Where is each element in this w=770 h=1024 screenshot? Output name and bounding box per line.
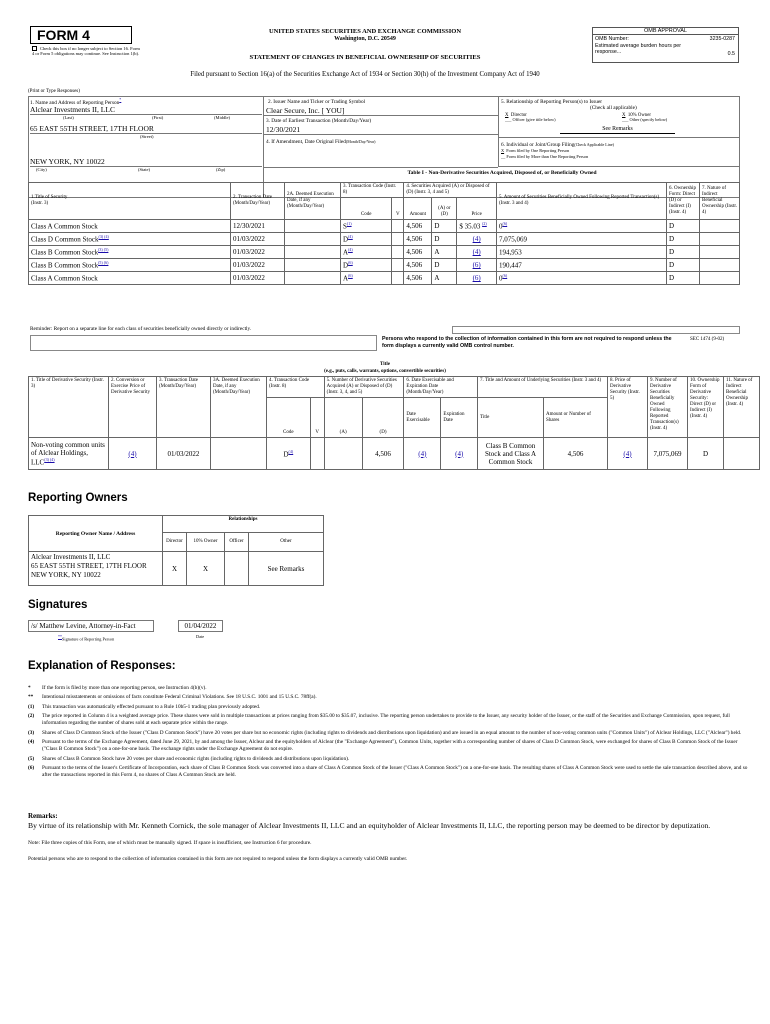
- t1-ad: D: [432, 259, 457, 272]
- explanation-text: Shares of Class B Common Stock have 20 votes per share and economic rights (including rights to dividends and distributions upon liquidation).: [42, 755, 350, 762]
- t1-amount: 4,506: [404, 246, 432, 259]
- t1-h-code: 3. Transaction Code (Instr. 8): [341, 183, 404, 198]
- owners-col-officer: Officer: [225, 532, 249, 551]
- print-note: (Print or Type Responses): [28, 89, 80, 94]
- reporter-name: Alclear Investments II, LLC: [30, 105, 115, 114]
- signature-label: **Signature of Reporting Person: [58, 634, 115, 642]
- check-all: (Check all applicable): [590, 105, 637, 111]
- city-labels: (City) (State) (Zip): [30, 166, 262, 167]
- t1-owned: 7,075,069: [497, 233, 667, 246]
- t1-owned: 0$^{(6)}$: [497, 220, 667, 233]
- t2-h-a: (A): [324, 398, 362, 438]
- owners-table: [28, 515, 324, 586]
- t1-price[interactable]: (6): [457, 272, 497, 285]
- t2-row-conv[interactable]: (4): [109, 438, 157, 470]
- t2-row-form: D: [688, 438, 724, 470]
- t1-ad: A: [432, 272, 457, 285]
- owner-name-address: Alclear Investments II, LLC 65 EAST 55TH STREET, 17TH FLOOR NEW YORK, NY 10022: [29, 552, 163, 586]
- ten-percent-checkbox[interactable]: X 10% Owner: [622, 113, 651, 118]
- explanation-list: [28, 685, 748, 781]
- form-title-box: [30, 26, 132, 44]
- t1-v: [392, 246, 404, 259]
- reporter-city: NEW YORK, NY 10022: [30, 157, 105, 166]
- t1-date: 12/30/2021: [231, 220, 285, 233]
- t1-h-v: V: [392, 198, 404, 220]
- signatures-heading: Signatures: [28, 599, 88, 611]
- t2-h-under-title: Title: [478, 398, 544, 438]
- t2-h-price: 8. Price of Derivative Security (Instr. 5): [608, 377, 648, 438]
- t1-deemed: [285, 259, 341, 272]
- t2-row-v: [310, 438, 324, 470]
- sec-code: SEC 1474 (9-02): [690, 337, 725, 342]
- t2-row-d: 4,506: [362, 438, 404, 470]
- t2-row-deemed: [211, 438, 267, 470]
- omb-number: 3235-0287: [709, 36, 735, 43]
- t1-ad: D: [432, 220, 457, 233]
- t2-row-price[interactable]: (4): [608, 438, 648, 470]
- remarks-text: By virtue of its relationship with Mr. Kenneth Cornick, the sole manager of Alclear Investments II, LLC and an equityholder of Alclear Investments II, LLC, the reporting person may be deemed to be director by deputization.: [28, 821, 711, 830]
- t2-h-v: V: [310, 398, 324, 438]
- t1-amount: 4,506: [404, 220, 432, 233]
- table1: [28, 182, 740, 285]
- one-person-checkbox[interactable]: X Form filed by One Reporting Person: [501, 148, 570, 153]
- t1-title: Class A Common Stock: [29, 272, 231, 285]
- t1-row: [29, 246, 740, 259]
- t2-row-title: Non-voting common units of Alclear Holdings, $LLC^{(3) (4)}$: [29, 438, 109, 470]
- t2-h-conv: 2. Conversion or Exercise Price of Derivative Security: [109, 377, 157, 438]
- t1-price[interactable]: (4): [457, 246, 497, 259]
- t2-h-under-amount: Amount or Number of Shares: [544, 398, 608, 438]
- t1-deemed: [285, 220, 341, 233]
- statement-title: STATEMENT OF CHANGES IN BENEFICIAL OWNERSHIP OF SECURITIES: [249, 54, 481, 61]
- owners-col-director: Director: [163, 532, 187, 551]
- agency-name: UNITED STATES SECURITIES AND EXCHANGE COMMISSION: [268, 28, 462, 35]
- t1-amount: 4,506: [404, 272, 432, 285]
- owners-col-ten: 10% Owner: [187, 532, 225, 551]
- t1-nature: [700, 220, 740, 233]
- t1-h-title: 1.Title of Security (Instr. 3): [29, 183, 231, 220]
- t1-h-nature: 7. Nature of Indirect Beneficial Ownership (Instr. 4): [700, 183, 740, 220]
- omb-title: OMB APPROVAL: [593, 28, 738, 35]
- table2-title: Title: [380, 362, 390, 367]
- t2-row-expiration[interactable]: (4): [441, 438, 478, 470]
- t2-h-code-sub: Code: [267, 398, 311, 438]
- t1-form: D: [667, 259, 700, 272]
- t1-code: $S^{(1)}$: [341, 220, 392, 233]
- explanation-mark: **: [28, 694, 34, 701]
- t1-deemed: [285, 272, 341, 285]
- burden-label: Estimated average burden hours per response...: [595, 43, 681, 56]
- officer-checkbox[interactable]: ___ Officer (give title below): [505, 117, 556, 122]
- t1-code: $D^{(4)}$: [341, 233, 392, 246]
- filed-pursuant: Filed pursuant to Section 16(a) of the Securities Exchange Act of 1934 or Section 30(h) of the Investment Company Act of 1940: [190, 71, 540, 78]
- t2-h-date: 3. Transaction Date (Month/Day/Year): [157, 377, 211, 438]
- explanation-item: [28, 685, 748, 692]
- t2-h-exercisable: Date Exercisable: [404, 398, 441, 438]
- t1-owned: 0$^{(6)}$: [497, 272, 667, 285]
- table2-subtitle: (e.g., puts, calls, warrants, options, convertible securities): [324, 369, 446, 374]
- t1-title: Class A Common Stock: [29, 220, 231, 233]
- t2-h-form: 10. Ownership Form of Derivative Security: Direct (D) or Indirect (I) (Instr. 4): [688, 377, 724, 438]
- t1-row: [29, 233, 740, 246]
- signature-date: 01/04/2022: [184, 622, 217, 630]
- t1-h-securities: 4. Securities Acquired (A) or Disposed of (D) (Instr. 3, 4 and 5): [404, 183, 497, 198]
- filing-label: 6. Individual or Joint/Group Filing(Check Applicable Line): [501, 142, 614, 148]
- t1-title: Class D Common Stock$^{(3) (4)}$: [29, 233, 231, 246]
- t2-row-date: 01/03/2022: [157, 438, 211, 470]
- t1-owned: 194,953: [497, 246, 667, 259]
- t2-row-owned: 7,075,069: [648, 438, 688, 470]
- t2-h-nature: 11. Nature of Indirect Beneficial Ownership (Instr. 4): [724, 377, 760, 438]
- omb-number-label: OMB Number:: [595, 36, 629, 43]
- omb-approval-box: [592, 27, 739, 63]
- explanation-mark: (5): [28, 755, 35, 762]
- t2-h-expiration: Expiration Date: [441, 398, 478, 438]
- t1-nature: [700, 233, 740, 246]
- t2-h-deemed: 3A. Deemed Execution Date, if any (Month/Day/Year): [211, 377, 267, 438]
- t2-row-under-title: Class B Common Stock and Class A Common Stock: [478, 438, 544, 470]
- t1-amount: 4,506: [404, 233, 432, 246]
- issuer-name: Clear Secure, Inc. [ YOU]: [266, 106, 345, 115]
- owners-col-other: Other: [249, 532, 324, 551]
- agency-location: Washington, D.C. 20549: [334, 36, 396, 42]
- footer-note: Note: File three copies of this Form, one of which must be manually signed. If space is insufficient, see Instruction 6 for procedure.: [28, 840, 312, 846]
- explanation-item: [28, 756, 748, 763]
- t1-code: $D^{(6)}$: [341, 259, 392, 272]
- explanation-mark: (4): [28, 739, 35, 746]
- remarks-heading: Remarks:: [28, 812, 58, 820]
- earliest-date-label: 3. Date of Earliest Transaction (Month/Day/Year): [266, 118, 372, 124]
- t1-v: [392, 272, 404, 285]
- t1-form: D: [667, 246, 700, 259]
- explanation-mark: *: [28, 685, 31, 691]
- explanation-text: If the form is filed by more than one reporting person, see Instruction 4(b)(v).: [42, 685, 207, 691]
- t1-form: D: [667, 272, 700, 285]
- explanation-mark: (6): [28, 765, 35, 772]
- explanation-heading: Explanation of Responses:: [28, 660, 176, 672]
- t1-amount: 4,506: [404, 259, 432, 272]
- form-title: FORM 4: [37, 27, 90, 43]
- t1-date: 01/03/2022: [231, 246, 285, 259]
- t1-nature: [700, 246, 740, 259]
- t1-price[interactable]: (6): [457, 259, 497, 272]
- t1-date: 01/03/2022: [231, 259, 285, 272]
- issuer-label: 2. Issuer Name and Ticker or Trading Symbol: [268, 99, 366, 105]
- t1-form: D: [667, 233, 700, 246]
- t2-h-code: 4. Transaction Code (Instr. 8): [267, 377, 325, 398]
- t1-h-aord: (A) or (D): [432, 198, 457, 220]
- t2-row-exercisable[interactable]: (4): [404, 438, 441, 470]
- t1-code: $A^{(4)}$: [341, 246, 392, 259]
- t1-v: [392, 259, 404, 272]
- explanation-item: [28, 739, 748, 753]
- t2-h-d: (D): [362, 398, 404, 438]
- table2: [28, 376, 760, 470]
- t1-row: [29, 259, 740, 272]
- t1-title: Class B Common Stock$^{(3) (5)}$: [29, 246, 231, 259]
- t2-row-nature: [724, 438, 760, 470]
- street-label-row: (Street): [30, 133, 262, 134]
- table1-title: Table I - Non-Derivative Securities Acquired, Disposed of, or Beneficially Owned: [407, 170, 597, 176]
- other-checkbox[interactable]: ___ Other (specify below): [622, 117, 668, 122]
- explanation-mark: (3): [28, 729, 35, 736]
- signature-box: [28, 620, 154, 632]
- explanation-item: [28, 694, 748, 701]
- name-labels: (Last) (First) (Middle): [30, 114, 262, 115]
- t1-title: Class B Common Stock$^{(5) (6)}$: [29, 259, 231, 272]
- section16-checkbox-row: [32, 46, 140, 57]
- multi-person-checkbox[interactable]: __ Form filed by More than One Reporting Person: [501, 154, 589, 159]
- t2-h-dates: 6. Date Exercisable and Expiration Date (Month/Day/Year): [404, 377, 478, 398]
- explanation-item: [28, 713, 748, 727]
- t1-form: D: [667, 220, 700, 233]
- t1-date: 01/03/2022: [231, 233, 285, 246]
- explanation-item: [28, 730, 748, 737]
- footer-potential: Potential persons who are to respond to the collection of information contained in this form are not required to respond unless the form displays a currently valid OMB number.: [28, 856, 408, 862]
- t2-h-owned: 9. Number of Derivative Securities Beneficially Owned Following Reported Transaction(s) (Instr. 4): [648, 377, 688, 438]
- t1-h-amount: Amount: [404, 198, 432, 220]
- t1-deemed: [285, 246, 341, 259]
- t1-owned: 190,447: [497, 259, 667, 272]
- owner-officer-mark: [225, 552, 249, 586]
- amendment-label: 4. If Amendment, Date Original Filed(Month/Day/Year): [266, 139, 376, 145]
- t2-h-underlying: 7. Title and Amount of Underlying Securities (Instr. 3 and 4): [478, 377, 608, 398]
- t1-h-code-sub: Code: [341, 198, 392, 220]
- t2-row-a: [324, 438, 362, 470]
- reporter-street: 65 EAST 55TH STREET, 17TH FLOOR: [30, 124, 154, 133]
- explanation-item: [28, 704, 748, 711]
- explanation-text: The price reported in Column 4 is a weighted average price. These shares were sold in multiple transactions at prices ranging from $35.00 to $35.07, inclusive. The reporting person undertakes to provide to the Issuer, any security holder of the Issuer, or the staff of the Securities and Exchange Commission, upon request, full information regarding the number of shares sold at each separate price within the range.: [42, 713, 730, 727]
- explanation-mark: (2): [28, 713, 35, 720]
- t2-row: [29, 438, 760, 470]
- date-label: Date: [196, 634, 205, 639]
- burden-value: 0.5: [727, 51, 735, 57]
- owners-col-name: Reporting Owner Name / Address: [29, 516, 163, 552]
- earliest-date: 12/30/2021: [266, 125, 301, 134]
- t1-h-price: Price: [457, 198, 497, 220]
- t1-ad: A: [432, 246, 457, 259]
- t1-nature: [700, 259, 740, 272]
- owner-other-value: See Remarks: [249, 552, 324, 586]
- t1-nature: [700, 272, 740, 285]
- explanation-text: Pursuant to the terms of the Issuer's Certificate of Incorporation, each share of Class B Common Stock was converted into a share of Class A Common Stock of the Issuer ("Class A Common Stock") on a one-for-one basis. The resulting shares of Class A Common Stock were used to settle the sale transaction described above, and so after the transactions reported in this Form 4, no shares of Class A Common Stock are held.: [42, 765, 748, 778]
- t1-deemed: [285, 233, 341, 246]
- director-checkbox[interactable]: X Director: [505, 113, 527, 118]
- owner-ten-mark: X: [187, 552, 225, 586]
- t1-ad: D: [432, 233, 457, 246]
- t1-v: [392, 233, 404, 246]
- t1-row: [29, 272, 740, 285]
- t1-price[interactable]: (4): [457, 233, 497, 246]
- reporting-owners-heading: Reporting Owners: [28, 492, 128, 504]
- t1-h-deemed: 2A. Deemed Execution Date, if any (Month/Day/Year): [285, 183, 341, 220]
- owner-director-mark: X: [163, 552, 187, 586]
- signature-date-box: [178, 620, 223, 632]
- signature-name: /s/ Matthew Levine, Attorney-in-Fact: [31, 622, 136, 630]
- t1-date: 01/03/2022: [231, 272, 285, 285]
- persons-notice: Persons who respond to the collection of information contained in this form are not required to respond unless the form displays a currently valid OMB control number.: [382, 336, 672, 349]
- t1-row: [29, 220, 740, 233]
- see-remarks-title: See Remarks: [560, 126, 675, 134]
- t1-code: $A^{(6)}$: [341, 272, 392, 285]
- t1-h-form: 6. Ownership Form: Direct (D) or Indirect (I) (Instr. 4): [667, 183, 700, 220]
- t1-h-date: 2. Transaction Date (Month/Day/Year): [231, 183, 285, 220]
- t2-h-title: 1. Title of Derivative Security (Instr. 3): [29, 377, 109, 438]
- explanation-mark: (1): [28, 703, 35, 710]
- t2-row-under-amount: 4,506: [544, 438, 608, 470]
- reminder: Reminder: Report on a separate line for each class of securities beneficially owned directly or indirectly.: [30, 326, 252, 332]
- explanation-text: Shares of Class D Common Stock of the Issuer ("Class D Common Stock") have 20 votes per share but no economic rights (including rights to dividends and distributions upon liquidation) and are issued in an equal amount to the number of non-voting common units ("Common Units") of Alclear Holdings, LLC ("Alclear") held.: [42, 729, 742, 736]
- reminder-box: [30, 335, 377, 351]
- section16-checkbox-label: Check this box if no longer subject to Section 16. Form 4 or Form 5 obligations may continue. See Instruction 1(b).: [32, 46, 140, 57]
- t1-v: [392, 220, 404, 233]
- t2-h-number: 5. Number of Derivative Securities Acquired (A) or Disposed of (D) (Instr. 3, 4, and 5): [324, 377, 404, 398]
- t1-h-owned: 5. Amount of Securities Beneficially Owned Following Reported Transaction(s) (Instr. 3 and 4): [497, 183, 667, 220]
- relationship-label: 5. Relationship of Reporting Person(s) to Issuer: [501, 99, 603, 105]
- owners-relationships: Relationships: [163, 516, 324, 533]
- explanation-text: Intentional misstatements or omissions of facts constitute Federal Criminal Violations. See 18 U.S.C. 1001 and 15 U.S.C. 78ff(a).: [42, 694, 317, 701]
- explanation-item: [28, 765, 748, 779]
- t1-price: $ 35.03 $^{(2)}$: [457, 220, 497, 233]
- explanation-text: Pursuant to the terms of the Exchange Agreement, dated June 29, 2021, by and among the Issuer, Alclear and the equityholders of Alclear (the "Exchange Agreement"), Common Units, together with a corresponding number of shares of Class D Common Stock, were exchanged for shares of Class B Common Stock of the Issuer ("Class B Common Stock") on a one-for-one basis. The exchange rights under the Exchange Agreement do not expire.: [42, 739, 738, 753]
- reporter-label: 1. Name and Address of Reporting Person*: [30, 97, 122, 106]
- t2-row-code: $D^{(4)}$: [267, 438, 311, 470]
- explanation-text: This transaction was automatically effected pursuant to a Rule 10b5-1 trading plan previously adopted.: [42, 703, 261, 710]
